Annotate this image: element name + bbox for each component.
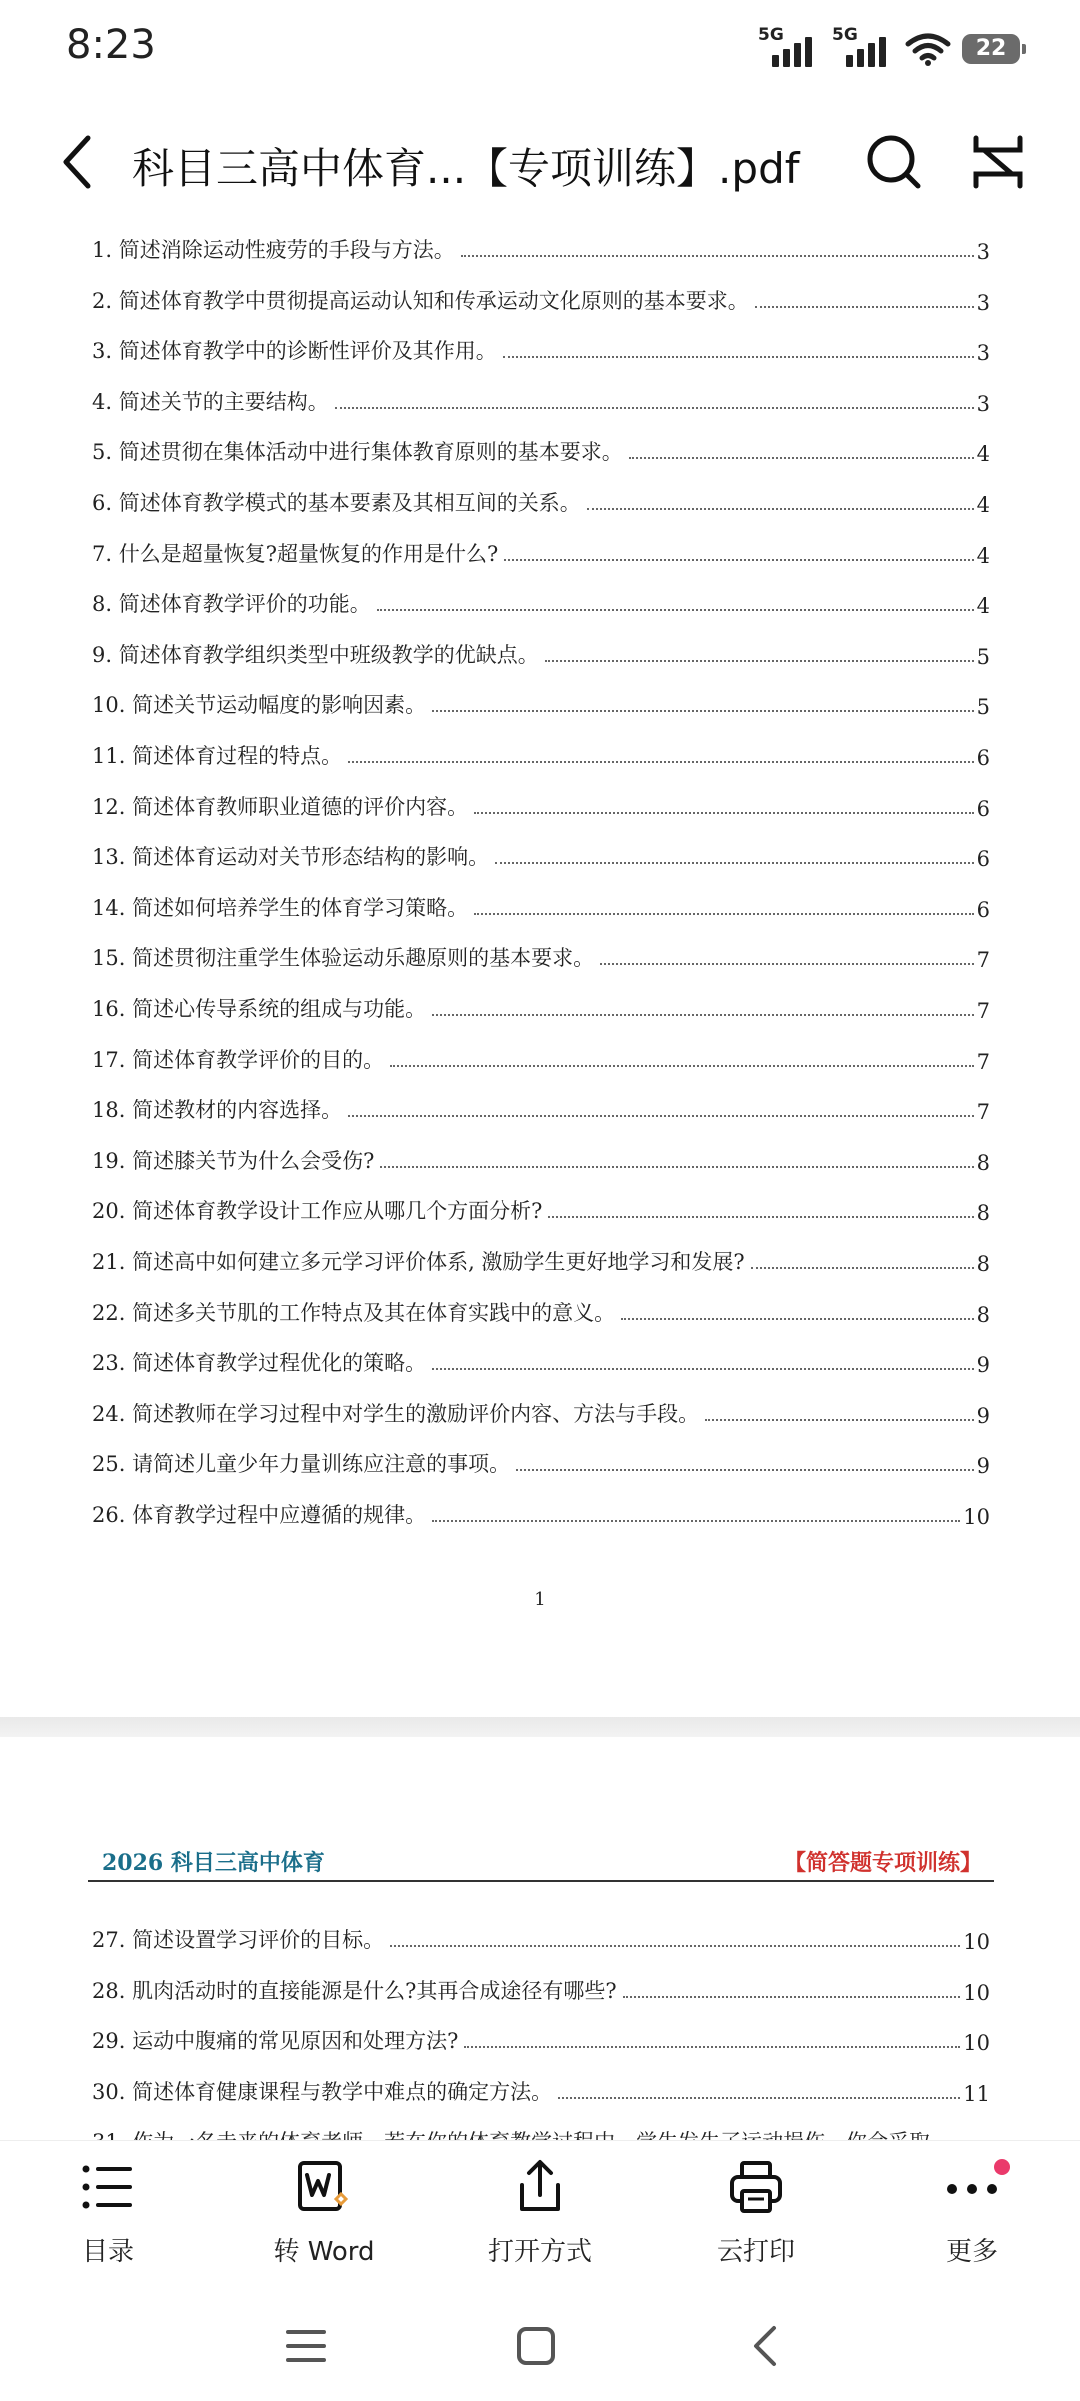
toc-dot-leader <box>558 2097 960 2099</box>
signal-5g-1-icon: 5G <box>758 27 820 71</box>
document-title: 科目三高中体育...【专项训练】.pdf <box>132 144 800 193</box>
toc-entry-title: 24. 简述教师在学习过程中对学生的激励评价内容、方法与手段。 <box>92 1401 700 1426</box>
toc-entry[interactable] <box>92 1388 990 1428</box>
toc-entry[interactable] <box>92 578 990 618</box>
cloud-print-button[interactable]: 云打印 <box>666 2157 846 2287</box>
toc-entry[interactable] <box>92 2066 990 2106</box>
toc-entry[interactable] <box>92 1084 990 1124</box>
toc-entry-page: 5 <box>976 644 990 669</box>
toc-entry-title: 22. 简述多关节肌的工作特点及其在体育实践中的意义。 <box>92 1300 616 1325</box>
toc-entry[interactable] <box>92 932 990 972</box>
toc-entry-page: 8 <box>976 1302 990 1327</box>
toc-entry[interactable] <box>92 679 990 719</box>
toc-entry-page: 8 <box>976 1150 990 1175</box>
toc-dot-leader <box>380 1166 973 1168</box>
back-icon[interactable] <box>736 2316 796 2376</box>
toc-dot-leader <box>348 1115 974 1117</box>
page-running-header <box>88 1840 994 1882</box>
system-navbar <box>0 2290 1080 2401</box>
convert-word-button[interactable]: 转 Word <box>234 2157 414 2287</box>
toc-entry[interactable] <box>92 1438 990 1478</box>
toc-dot-leader <box>432 710 974 712</box>
printer-icon <box>726 2157 786 2217</box>
toc-entry-title: 1. 简述消除运动性疲劳的手段与方法。 <box>92 238 455 262</box>
toc-entry[interactable] <box>92 528 990 568</box>
notification-dot <box>994 2159 1010 2175</box>
toc-dot-leader <box>348 761 974 763</box>
battery-icon: 22 <box>962 34 1020 64</box>
toc-entry[interactable] <box>92 1914 990 1954</box>
page-header-section: 【简答题专项训练】 <box>783 1850 982 1876</box>
toc-entry-title: 7. 什么是超量恢复?超量恢复的作用是什么? <box>92 541 499 566</box>
toc-dot-leader <box>621 1318 974 1320</box>
toc-entry-title: 19. 简述膝关节为什么会受伤? <box>92 1148 375 1173</box>
toc-entry-title: 18. 简述教材的内容选择。 <box>92 1098 343 1123</box>
toc-entry-page: 4 <box>976 594 990 619</box>
toc-entry[interactable] <box>92 730 990 770</box>
toc-dot-leader <box>503 356 974 358</box>
toc-entry-page: 7 <box>976 1049 990 1074</box>
toc-entry[interactable] <box>92 1185 990 1225</box>
toc-entry-title: 2. 简述体育教学中贯彻提高运动认知和传承运动文化原则的基本要求。 <box>92 288 749 313</box>
page-header-title: 2026 科目三高中体育 <box>102 1850 325 1876</box>
toc-dot-leader <box>390 1065 974 1067</box>
toc-entry[interactable] <box>92 2015 990 2055</box>
toc-entry-title: 15. 简述贯彻注重学生体验运动乐趣原则的基本要求。 <box>92 946 595 971</box>
toc-entry-page: 4 <box>976 442 990 467</box>
toc-button[interactable]: 目录 <box>18 2157 198 2287</box>
toc-entry-page: 6 <box>976 847 990 872</box>
toc-dot-leader <box>474 913 974 915</box>
toc-entry[interactable] <box>92 376 990 416</box>
toc-entry-page: 6 <box>976 746 990 770</box>
toc-entry-title: 28. 肌肉活动时的直接能源是什么?其再合成途径有哪些? <box>92 1978 617 2003</box>
toc-entry-title: 26. 体育教学过程中应遵循的规律。 <box>92 1503 427 1527</box>
status-bar <box>0 0 1080 100</box>
toc-dot-leader <box>587 508 974 510</box>
toc-entry[interactable] <box>92 629 990 669</box>
toc-entry-title: 9. 简述体育教学组织类型中班级教学的优缺点。 <box>92 642 539 667</box>
toc-entry-title: 23. 简述体育教学过程优化的策略。 <box>92 1351 427 1376</box>
toc-entry[interactable] <box>92 1337 990 1377</box>
toc-entry-title: 17. 简述体育教学评价的目的。 <box>92 1047 385 1072</box>
toc-dot-leader <box>705 1419 974 1421</box>
toc-entry-page: 3 <box>976 341 990 366</box>
toc-dot-leader <box>495 862 974 864</box>
toc-dot-leader <box>432 1368 974 1370</box>
toc-dot-leader <box>335 407 974 409</box>
toc-entry-page: 7 <box>976 948 990 973</box>
toc-entry[interactable] <box>92 1287 990 1327</box>
toc-entry[interactable] <box>92 224 990 264</box>
toc-entry-title: 29. 运动中腹痛的常见原因和处理方法? <box>92 2029 459 2054</box>
open-with-button[interactable]: 打开方式 <box>450 2157 630 2287</box>
toc-entry[interactable] <box>92 781 990 821</box>
toc-entry[interactable] <box>92 983 990 1023</box>
toc-dot-leader <box>390 1945 960 1947</box>
toc-entry-title: 12. 简述体育教师职业道德的评价内容。 <box>92 794 469 819</box>
toc-entry-page: 11 <box>963 2081 990 2106</box>
toc-entry[interactable] <box>92 1489 990 1529</box>
toc-entry[interactable] <box>92 831 990 871</box>
toc-entry-title: 8. 简述体育教学评价的功能。 <box>92 592 371 617</box>
toc-dot-leader <box>461 255 974 257</box>
toc-entry[interactable] <box>92 882 990 922</box>
toc-entry-page: 9 <box>976 1454 990 1479</box>
toc-entry-title: 21. 简述高中如何建立多元学习评价体系, 激励学生更好地学习和发展? <box>92 1250 745 1274</box>
back-arrow-icon[interactable] <box>48 130 112 194</box>
signal-5g-2-icon: 5G <box>832 27 894 71</box>
toc-entry[interactable] <box>92 477 990 517</box>
toc-dot-leader <box>464 2046 960 2048</box>
ink-annotate-icon[interactable] <box>966 130 1030 194</box>
toc-entry-title: 6. 简述体育教学模式的基本要素及其相互间的关系。 <box>92 491 581 515</box>
toc-dot-leader <box>751 1267 974 1269</box>
share-icon <box>510 2157 570 2217</box>
toc-dot-leader <box>755 306 974 308</box>
pdf-viewer[interactable] <box>0 224 1080 2140</box>
toc-entry-page: 7 <box>976 999 990 1023</box>
toc-dot-leader <box>432 1014 974 1016</box>
list-icon <box>78 2157 138 2217</box>
toc-entry-page: 3 <box>976 240 990 264</box>
toc-entry-page: 9 <box>976 1403 990 1428</box>
toc-entry[interactable] <box>92 325 990 365</box>
toc-entry-page: 10 <box>963 1505 990 1529</box>
toc-dot-leader <box>623 1996 961 1998</box>
toc-dot-leader <box>377 609 974 611</box>
toc-dot-leader <box>504 559 973 561</box>
toc-entry-page: 5 <box>976 695 990 720</box>
toc-entry[interactable] <box>92 1135 990 1175</box>
toc-dot-leader <box>545 660 974 662</box>
more-button[interactable]: 更多 <box>882 2157 1062 2287</box>
search-icon[interactable] <box>862 130 926 194</box>
toc-entry-title: 14. 简述如何培养学生的体育学习策略。 <box>92 895 469 920</box>
toc-entry-page: 7 <box>976 1100 990 1125</box>
toc-entry-page: 3 <box>976 290 990 315</box>
bottom-toolbar <box>0 2140 1080 2291</box>
toc-entry-title: 30. 简述体育健康课程与教学中难点的确定方法。 <box>92 2079 553 2104</box>
page-separator <box>0 1717 1080 1737</box>
toc-dot-leader <box>548 1216 973 1218</box>
toc-entry[interactable] <box>92 426 990 466</box>
toc-entry[interactable] <box>92 275 990 315</box>
toc-entry-page: 3 <box>976 391 990 416</box>
toc-entry-page: 8 <box>976 1201 990 1226</box>
toc-dot-leader <box>600 963 974 965</box>
status-time: 8:23 <box>66 22 156 68</box>
toc-entry-title: 4. 简述关节的主要结构。 <box>92 389 329 414</box>
toc-entry[interactable] <box>92 1236 990 1276</box>
toc-entry-title: 3. 简述体育教学中的诊断性评价及其作用。 <box>92 339 497 364</box>
toc-entry[interactable] <box>92 1034 990 1074</box>
toc-entry-title: 20. 简述体育教学设计工作应从哪几个方面分析? <box>92 1199 543 1224</box>
toc-entry-title: 25. 请简述儿童少年力量训练应注意的事项。 <box>92 1452 511 1477</box>
toc-entry-page: 8 <box>976 1252 990 1276</box>
toc-entry-page: 10 <box>963 1980 990 2005</box>
toc-entry-page: 10 <box>963 1930 990 1954</box>
menu-icon[interactable] <box>276 2316 336 2376</box>
home-icon[interactable] <box>506 2316 566 2376</box>
toc-entry-page: 10 <box>963 2031 990 2056</box>
app-header <box>0 100 1080 224</box>
wifi-icon <box>906 32 950 66</box>
toc-entry-title: 16. 简述心传导系统的组成与功能。 <box>92 997 427 1021</box>
word-convert-icon <box>294 2157 354 2217</box>
toc-entry[interactable] <box>92 1965 990 2005</box>
toc-entry-title: 27. 简述设置学习评价的目标。 <box>92 1928 385 1952</box>
toc-dot-leader <box>474 812 974 814</box>
toc-entry-title: 13. 简述体育运动对关节形态结构的影响。 <box>92 845 490 870</box>
toc-entry-title: 5. 简述贯彻在集体活动中进行集体教育原则的基本要求。 <box>92 440 623 465</box>
toc-entry-title: 11. 简述体育过程的特点。 <box>92 744 343 768</box>
more-icon <box>942 2157 1002 2217</box>
toc-dot-leader <box>432 1520 960 1522</box>
toc-entry-title: 10. 简述关节运动幅度的影响因素。 <box>92 693 427 718</box>
toc-entry-page: 4 <box>976 543 990 568</box>
toc-entry-page: 6 <box>976 796 990 821</box>
page-number: 1 <box>534 1589 546 1610</box>
toc-entry-page: 4 <box>976 493 990 517</box>
toc-entry-page: 6 <box>976 897 990 922</box>
toc-dot-leader <box>629 457 974 459</box>
toc-dot-leader <box>516 1469 974 1471</box>
status-icons <box>758 24 1020 74</box>
toc-entry-page: 9 <box>976 1353 990 1378</box>
